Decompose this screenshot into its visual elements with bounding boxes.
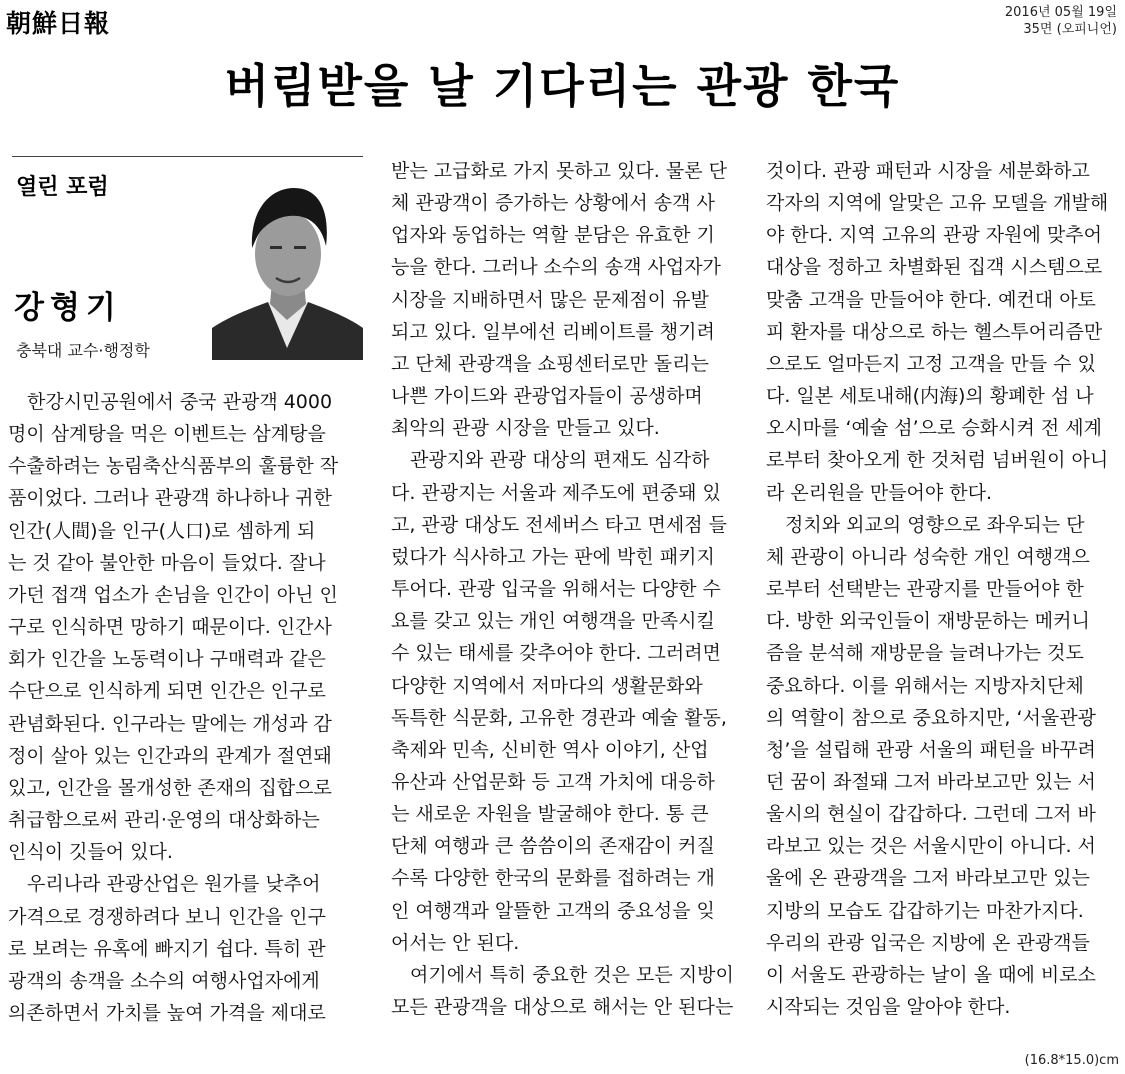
publication-date: 2016년 05월 19일 [1004, 5, 1117, 20]
article-paragraph: 관광지와 관광 대상의 편재도 심각하 다. 관광지는 서울과 제주도에 편중돼 있 고, 관광 대상도 전세버스 타고 면세점 들 렀다가 식사하고 가는 판에 박힌 패키지 투어다. 관광 입국을 위해서는 다양한 수 요를 갖고 있는 개인 여행객을 만족시킬 수 있는 태세를 갖추어야 한다. 그러려면 다양한 지역에서 저마다의 생활문화와 독특한 식문화, 고유한 경관과 예술 활동, 축제와 민속, 신비한 역사 이야기, 산업 유산과 산업문화 등 고객 가치에 대응하 는 새로운 자원을 발굴해야 한다. 통 큰 단체 여행과 큰 씀씀이의 존재감이 커질 수록 다양한 한국의 문화를 접하려는 개 인 여행객과 알뜰한 고객의 중요성을 잊 어서는 안 된다. [391, 449, 727, 954]
author-photo [212, 170, 363, 360]
article-paragraph: 받는 고급화로 가지 못하고 있다. 물론 단 체 관광객이 증가하는 상황에서 송객 사 업자와 동업하는 역할 분담은 유효한 기 능을 한다. 그러나 소수의 송객 사업자가 시장을 지배하면서 많은 문제점이 유발 되고 있다. 일부에선 리베이트를 챙기려 고 단체 관광객을 쇼핑센터로만 돌리는 나쁜 가이드와 관광업자들이 공생하며 최악의 관광 시장을 만들고 있다. [391, 160, 727, 440]
article-column-1 [8, 386, 360, 1029]
article-size-note: (16.8*15.0)cm [1024, 1053, 1119, 1068]
newspaper-masthead: 朝鮮日報 [6, 9, 111, 38]
author-name: 강형기 [14, 290, 122, 326]
publication-meta [1005, 4, 1117, 38]
forum-label: 열린 포럼 [16, 175, 109, 200]
section-divider [12, 156, 363, 157]
article-paragraph: 한강시민공원에서 중국 관광객 4000 명이 삼계탕을 먹은 이벤트는 삼계탕을 수출하려는 농림축산식품부의 훌륭한 작 품이었다. 그러나 관광객 하나하나 귀한 인간(人間)을 인구(人口)로 셈하게 되 는 것 같아 불안한 마음이 들었다. 잘나 가던 접객 업소가 손님을 인간이 아닌 인 구로 인식하면 망하기 때문이다. 인간사 회가 인간을 노동력이나 구매력과 같은 수단으로 인식하게 되면 인간은 인구로 관념화된다. 인구라는 말에는 개성과 감 정이 살아 있는 인간과의 관계가 절연돼 있고, 인간을 몰개성한 존재의 집합으로 취급함으로써 관리·운영의 대상화하는 인식이 깃들어 있다. [8, 391, 339, 864]
page-section: 35면 (오피니언) [1023, 22, 1117, 37]
article-paragraph: 것이다. 관광 패턴과 시장을 세분화하고 각자의 지역에 알맞은 고유 모델을 개발해 야 한다. 지역 고유의 관광 자원에 맞추어 대상을 정하고 차별화된 집객 시스템으로 맞춤 고객을 만들어야 한다. 예컨대 아토 피 환자를 대상으로 하는 헬스투어리즘만 으로도 얼마든지 고정 고객을 만들 수 있 다. 일본 세토내해(内海)의 황폐한 섬 나 오시마를 ‘예술 섬’으로 승화시켜 전 세계 로부터 찾아오게 한 것처럼 넘버원이 아니 라 온리원을 만들어야 한다. [766, 160, 1109, 504]
article-column-2 [391, 155, 743, 1023]
article-paragraph: 우리나라 관광산업은 원가를 낮추어 가격으로 경쟁하려다 보니 인간을 인구 로 보려는 유혹에 빠지기 쉽다. 특히 관 광객의 송객을 소수의 여행사업자에게 의존하면서 가치를 높여 가격을 제대로 [8, 873, 326, 1024]
article-headline: 버림받을 날 기다리는 관광 한국 [224, 59, 901, 113]
article-column-3 [766, 155, 1118, 1023]
article-paragraph: 정치와 외교의 영향으로 좌우되는 단 체 관광이 아니라 성숙한 개인 여행객으 로부터 선택받는 관광지를 만들어야 한 다. 방한 외국인들이 재방문하는 메커니 즘을 분석해 재방문을 늘려나가는 것도 중요하다. 이를 위해서는 지방자치단체 의 역할이 참으로 중요하지만, ‘서울관광 청’을 설립해 관광 서울의 패턴을 바꾸려 던 꿈이 좌절돼 그저 바라보고만 있는 서 울시의 현실이 갑갑하다. 그런데 그저 바 라보고 있는 것은 서울시만이 아니다. 서 울에 온 관광객을 그저 바라보고만 있는 지방의 모습도 갑갑하기는 마찬가지다. 우리의 관광 입국은 지방에 온 관광객들 이 서울도 관광하는 날이 올 때에 비로소 시작되는 것임을 알아야 한다. [766, 513, 1096, 1019]
article-paragraph: 여기에서 특히 중요한 것은 모든 지방이 모든 관광객을 대상으로 해서는 안 된다는 [391, 963, 734, 1019]
author-affiliation: 충북대 교수·행정학 [16, 341, 150, 360]
